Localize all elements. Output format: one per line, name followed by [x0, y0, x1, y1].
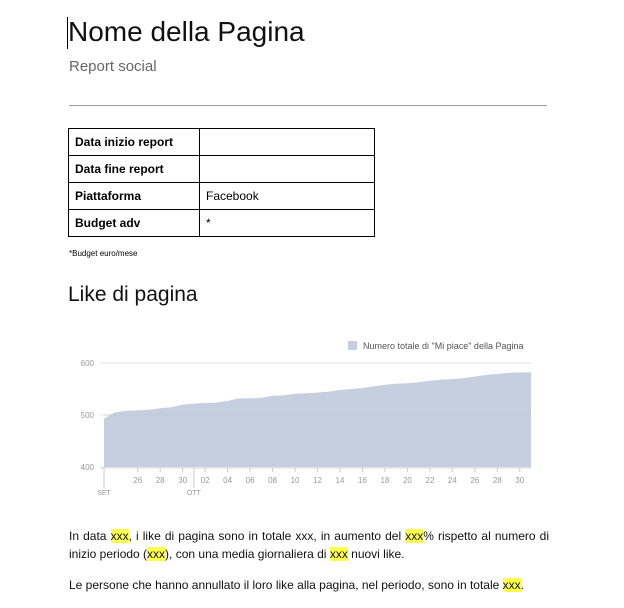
- x-tick-label: 28: [155, 476, 165, 485]
- text-run: nuovi like.: [347, 547, 405, 561]
- row-label[interactable]: Data fine report: [69, 156, 200, 183]
- x-tick-label: 22: [425, 476, 435, 485]
- x-tick-label: 30: [178, 476, 188, 485]
- row-label[interactable]: Budget adv: [69, 210, 200, 237]
- x-tick-label: 10: [290, 476, 300, 485]
- text-run: In data: [69, 529, 111, 543]
- text-run: Le persone che hanno annullato il loro like alla pagina, nel periodo, sono in totale: [69, 578, 503, 592]
- x-tick-label: 20: [402, 476, 412, 485]
- y-tick-label: 400: [80, 463, 94, 472]
- row-value[interactable]: *: [200, 210, 375, 237]
- x-tick-label: 16: [357, 476, 367, 485]
- y-tick-label: 600: [80, 359, 94, 368]
- paragraph-likes-summary[interactable]: [69, 527, 549, 563]
- y-tick-label: 500: [80, 411, 94, 420]
- text-run: % rispetto al numero di inizio periodo (: [69, 529, 549, 561]
- text-run: , i like di pagina sono in totale xxx, in aumento del: [128, 529, 406, 543]
- budget-footnote: *Budget euro/mese: [69, 249, 138, 258]
- text-run: ), con una media giornaliera di: [165, 547, 330, 561]
- row-value[interactable]: Facebook: [200, 183, 375, 210]
- text-run: .: [520, 578, 524, 592]
- x-tick-label: 28: [492, 476, 502, 485]
- x-tick-label: 30: [515, 476, 525, 485]
- x-group-label: OTT: [186, 490, 201, 497]
- page-title[interactable]: Nome della Pagina: [68, 16, 305, 47]
- x-group-label: SET: [97, 490, 111, 497]
- x-tick-label: 04: [223, 476, 233, 485]
- x-tick-label: 14: [335, 476, 345, 485]
- x-tick-label: 08: [268, 476, 278, 485]
- placeholder-highlight: xxx: [110, 529, 129, 543]
- row-label[interactable]: Piattaforma: [69, 183, 200, 210]
- paragraph-unlikes[interactable]: [69, 576, 549, 594]
- placeholder-highlight: xxx: [147, 547, 166, 561]
- placeholder-highlight: xxx: [405, 529, 424, 543]
- x-tick-label: 26: [133, 476, 143, 485]
- x-tick-label: 06: [245, 476, 255, 485]
- x-tick-label: 26: [470, 476, 480, 485]
- placeholder-highlight: xxx: [502, 578, 521, 592]
- page-subtitle[interactable]: Report social: [69, 58, 157, 75]
- legend-swatch: [348, 341, 357, 350]
- section-heading[interactable]: Like di pagina: [68, 283, 198, 306]
- likes-area-series: [104, 372, 531, 467]
- x-tick-label: 02: [200, 476, 210, 485]
- x-tick-label: 12: [313, 476, 322, 485]
- x-tick-label: 18: [380, 476, 390, 485]
- row-label[interactable]: Data inizio report: [69, 129, 200, 156]
- legend-label: Numero totale di "Mi piace" della Pagina: [363, 341, 524, 351]
- x-tick-label: 24: [447, 476, 457, 485]
- placeholder-highlight: xxx: [329, 547, 348, 561]
